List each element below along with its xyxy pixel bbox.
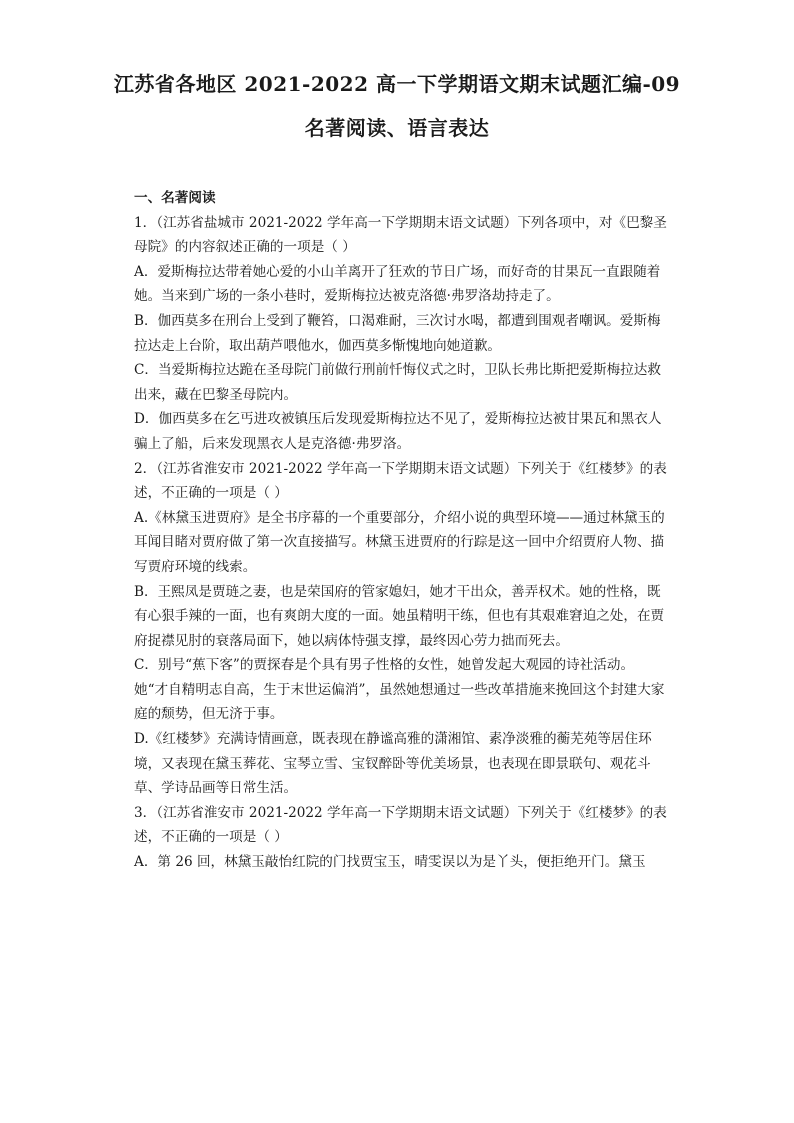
question-option: C．当爱斯梅拉达跪在圣母院门前做行刑前忏悔仪式之时，卫队长弗比斯把爱斯梅拉达救出来，藏在巴黎圣母院内。	[134, 362, 661, 403]
question-option: B．王熙凤是贾琏之妻，也是荣国府的管家媳妇，她才干出众，善弄权术。她的性格，既有心狠手辣的一面，也有爽朗大度的一面。她虽精明干练，但也有其艰难窘迫之处，在贾府捉襟见肘的衰落局面下，她以病体恃强支撑，最终因心劳力拙而死去。	[134, 583, 665, 649]
question-option: A．爱斯梅拉达带着她心爱的小山羊离开了狂欢的节日广场，而好奇的甘果瓦一直跟随着她。当来到广场的一条小巷时，爱斯梅拉达被克洛德·弗罗洛劫持走了。	[134, 263, 661, 305]
question-option: C．别号“蕉下客”的贾探春是个具有男子性格的女性，她曾发起大观园的诗社活动。她“才自精明志自高，生于末世运偏消”，虽然她想通过一些改革措施来挽回这个封建大家庭的颓势，但无济于事。	[134, 657, 665, 723]
question-option: A.《林黛玉进贾府》是全书序幕的一个重要部分，介绍小说的典型环境——通过林黛玉的耳闻目睹对贾府做了第一次直接描写。林黛玉进贾府的行踪是这一回中介绍贾府人物、描写贾府环境的线索。	[134, 509, 665, 575]
question-option: B．伽西莫多在刑台上受到了鞭笞，口渴难耐，三次讨水喝，都遭到围观者嘲讽。爱斯梅拉达走上台阶，取出葫芦喂他水，伽西莫多惭愧地向她道歉。	[134, 312, 661, 354]
document-body	[134, 186, 668, 875]
document-subtitle: 名著阅读、语言表达	[304, 116, 490, 140]
question-stem: 3．（江苏省淮安市 2021-2022 学年高一下学期期末语文试题）下列关于《红楼梦》的表述，不正确的一项是（ ）	[134, 804, 667, 846]
question-option: D．伽西莫多在乞丐进攻被镇压后发现爱斯梅拉达不见了，爱斯梅拉达被甘果瓦和黑衣人骗上了船，后来发现黑衣人是克洛德·弗罗洛。	[134, 411, 662, 452]
question-option: D.《红楼梦》充满诗情画意，既表现在静谧高雅的潇湘馆、素净淡雅的蘅芜苑等居住环境，又表现在黛玉葬花、宝琴立雪、宝钗醉卧等优美场景，也表现在即景联句、观花斗草、学诗品画等日常生活。	[134, 731, 652, 797]
question-stem: 2．（江苏省淮安市 2021-2022 学年高一下学期期末语文试题）下列关于《红楼梦》的表述，不正确的一项是（ ）	[134, 460, 667, 502]
document-title: 江苏省各地区 2021-2022 高一下学期语文期末试题汇编-09	[113, 72, 681, 96]
question-option: A．第 26 回，林黛玉敲怡红院的门找贾宝玉，晴雯误以为是丫头，便拒绝开门。黛玉	[134, 854, 646, 871]
section-heading: 一、名著阅读	[134, 190, 216, 206]
question-stem: 1．（江苏省盐城市 2021-2022 学年高一下学期期末语文试题）下列各项中，对《巴黎圣母院》的内容叙述正确的一项是（ ）	[134, 214, 667, 256]
